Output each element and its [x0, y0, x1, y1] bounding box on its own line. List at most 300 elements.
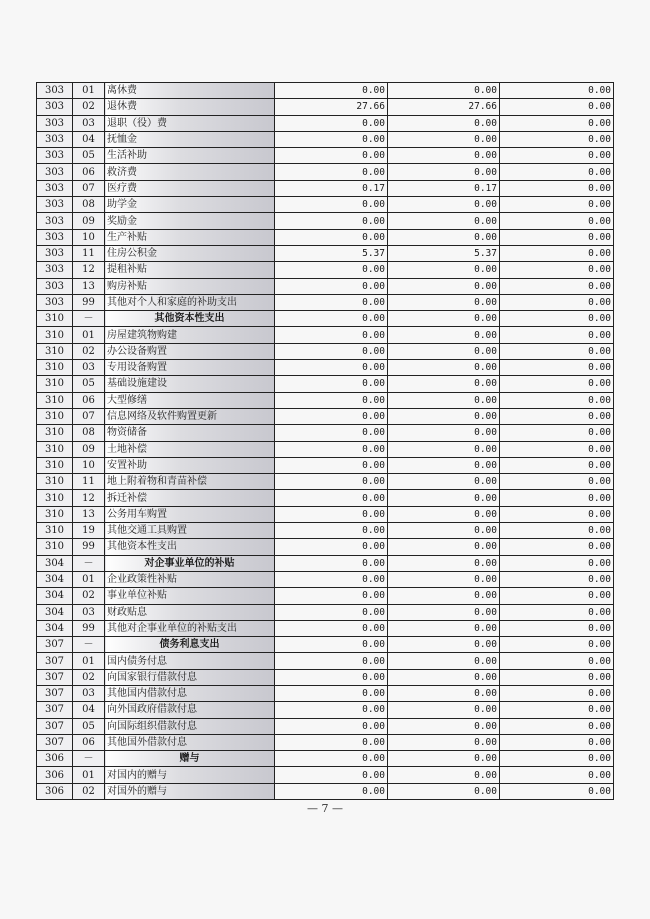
class-code-cell: 304 [37, 555, 73, 571]
amount-basic-cell: 0.00 [388, 213, 500, 229]
amount-project-cell: 0.00 [500, 294, 614, 310]
item-name-cell: 地上附着物和青苗补偿 [105, 474, 275, 490]
item-code-cell: 01 [73, 571, 105, 587]
amount-total-cell: 0.00 [275, 441, 388, 457]
class-code-cell: 310 [37, 523, 73, 539]
class-code-cell: 303 [37, 164, 73, 180]
table-row [37, 506, 614, 522]
item-code-cell: 01 [73, 83, 105, 99]
amount-total-cell: 0.00 [275, 229, 388, 245]
item-code-cell: 08 [73, 197, 105, 213]
amount-basic-cell: 0.00 [388, 767, 500, 783]
item-name-cell: 对国内的赠与 [105, 767, 275, 783]
table-row [37, 262, 614, 278]
item-name-cell: 公务用车购置 [105, 506, 275, 522]
amount-basic-cell: 0.00 [388, 327, 500, 343]
amount-basic-cell: 0.00 [388, 360, 500, 376]
class-code-cell: 310 [37, 360, 73, 376]
item-name-cell: 国内债务付息 [105, 653, 275, 669]
amount-basic-cell: 0.00 [388, 425, 500, 441]
amount-project-cell: 0.00 [500, 490, 614, 506]
class-code-cell: 310 [37, 425, 73, 441]
item-code-cell: 07 [73, 408, 105, 424]
item-name-cell: 其他对个人和家庭的补助支出 [105, 294, 275, 310]
item-code-cell: 12 [73, 262, 105, 278]
table-row [37, 392, 614, 408]
class-code-cell: 304 [37, 604, 73, 620]
amount-basic-cell: 0.00 [388, 637, 500, 653]
amount-basic-cell: 0.00 [388, 474, 500, 490]
item-name-cell: 奖励金 [105, 213, 275, 229]
amount-total-cell: 0.00 [275, 376, 388, 392]
item-name-cell: 其他国内借款付息 [105, 685, 275, 701]
item-code-cell: 01 [73, 653, 105, 669]
table-row [37, 539, 614, 555]
amount-total-cell: 0.00 [275, 311, 388, 327]
item-name-cell: 专用设备购置 [105, 360, 275, 376]
amount-total-cell: 0.00 [275, 343, 388, 359]
amount-basic-cell: 0.00 [388, 490, 500, 506]
table-row [37, 148, 614, 164]
table-row [37, 83, 614, 99]
amount-project-cell: 0.00 [500, 115, 614, 131]
item-name-cell: 生产补贴 [105, 229, 275, 245]
item-code-cell: 02 [73, 783, 105, 799]
amount-basic-cell: 0.00 [388, 751, 500, 767]
item-name-cell: 其他资本性支出 [105, 311, 275, 327]
item-name-cell: 向外国政府借款付息 [105, 702, 275, 718]
table-row [37, 734, 614, 750]
table-row [37, 523, 614, 539]
amount-project-cell: 0.00 [500, 343, 614, 359]
item-name-cell: 土地补偿 [105, 441, 275, 457]
item-code-cell: 10 [73, 457, 105, 473]
amount-basic-cell: 0.00 [388, 376, 500, 392]
item-code-cell: 99 [73, 294, 105, 310]
amount-project-cell: 0.00 [500, 783, 614, 799]
amount-basic-cell: 0.00 [388, 229, 500, 245]
amount-project-cell: 0.00 [500, 376, 614, 392]
class-code-cell: 303 [37, 278, 73, 294]
item-code-cell: － [73, 751, 105, 767]
item-code-cell: 09 [73, 441, 105, 457]
amount-project-cell: 0.00 [500, 180, 614, 196]
amount-basic-cell: 0.00 [388, 441, 500, 457]
class-code-cell: 303 [37, 180, 73, 196]
amount-project-cell: 0.00 [500, 506, 614, 522]
class-code-cell: 304 [37, 571, 73, 587]
class-code-cell: 303 [37, 294, 73, 310]
amount-project-cell: 0.00 [500, 718, 614, 734]
item-code-cell: 02 [73, 588, 105, 604]
amount-total-cell: 0.00 [275, 685, 388, 701]
item-code-cell: － [73, 637, 105, 653]
item-code-cell: 03 [73, 604, 105, 620]
amount-project-cell: 0.00 [500, 83, 614, 99]
amount-project-cell: 0.00 [500, 669, 614, 685]
amount-basic-cell: 0.00 [388, 620, 500, 636]
item-name-cell: 对国外的赠与 [105, 783, 275, 799]
amount-total-cell: 0.17 [275, 180, 388, 196]
class-code-cell: 310 [37, 506, 73, 522]
amount-total-cell: 0.00 [275, 148, 388, 164]
class-code-cell: 303 [37, 229, 73, 245]
amount-basic-cell: 5.37 [388, 245, 500, 261]
amount-project-cell: 0.00 [500, 197, 614, 213]
item-name-cell: 企业政策性补贴 [105, 571, 275, 587]
class-code-cell: 303 [37, 131, 73, 147]
amount-total-cell: 0.00 [275, 425, 388, 441]
amount-project-cell: 0.00 [500, 539, 614, 555]
item-code-cell: 01 [73, 767, 105, 783]
amount-project-cell: 0.00 [500, 392, 614, 408]
amount-basic-cell: 0.00 [388, 506, 500, 522]
amount-total-cell: 0.00 [275, 702, 388, 718]
amount-project-cell: 0.00 [500, 327, 614, 343]
amount-basic-cell: 27.66 [388, 99, 500, 115]
table-row [37, 99, 614, 115]
class-code-cell: 310 [37, 474, 73, 490]
item-code-cell: 99 [73, 620, 105, 636]
item-code-cell: 03 [73, 360, 105, 376]
item-code-cell: 07 [73, 180, 105, 196]
amount-project-cell: 0.00 [500, 262, 614, 278]
amount-total-cell: 0.00 [275, 620, 388, 636]
table-row [37, 311, 614, 327]
item-code-cell: 09 [73, 213, 105, 229]
amount-total-cell: 0.00 [275, 294, 388, 310]
amount-basic-cell: 0.00 [388, 653, 500, 669]
amount-total-cell: 0.00 [275, 360, 388, 376]
table-row [37, 180, 614, 196]
class-code-cell: 304 [37, 588, 73, 604]
item-name-cell: 信息网络及软件购置更新 [105, 408, 275, 424]
amount-total-cell: 0.00 [275, 718, 388, 734]
item-code-cell: 02 [73, 99, 105, 115]
amount-total-cell: 0.00 [275, 490, 388, 506]
page-number: — 7 — [307, 802, 343, 815]
table-row [37, 718, 614, 734]
amount-project-cell: 0.00 [500, 751, 614, 767]
amount-basic-cell: 0.00 [388, 392, 500, 408]
item-name-cell: 对企事业单位的补贴 [105, 555, 275, 571]
amount-basic-cell: 0.00 [388, 115, 500, 131]
table-row [37, 441, 614, 457]
amount-project-cell: 0.00 [500, 767, 614, 783]
class-code-cell: 310 [37, 539, 73, 555]
amount-total-cell: 0.00 [275, 637, 388, 653]
amount-project-cell: 0.00 [500, 734, 614, 750]
item-code-cell: 13 [73, 506, 105, 522]
item-name-cell: 提租补贴 [105, 262, 275, 278]
table-body [37, 83, 614, 800]
amount-total-cell: 5.37 [275, 245, 388, 261]
amount-total-cell: 0.00 [275, 197, 388, 213]
table-row [37, 343, 614, 359]
table-row [37, 555, 614, 571]
amount-basic-cell: 0.00 [388, 718, 500, 734]
amount-total-cell: 0.00 [275, 408, 388, 424]
amount-project-cell: 0.00 [500, 213, 614, 229]
table-row [37, 376, 614, 392]
item-name-cell: 办公设备购置 [105, 343, 275, 359]
table-row [37, 457, 614, 473]
amount-project-cell: 0.00 [500, 653, 614, 669]
item-name-cell: 基础设施建设 [105, 376, 275, 392]
item-name-cell: 向国家银行借款付息 [105, 669, 275, 685]
amount-basic-cell: 0.00 [388, 685, 500, 701]
amount-basic-cell: 0.00 [388, 588, 500, 604]
table-row [37, 637, 614, 653]
class-code-cell: 304 [37, 620, 73, 636]
class-code-cell: 310 [37, 327, 73, 343]
table-row [37, 490, 614, 506]
amount-project-cell: 0.00 [500, 588, 614, 604]
amount-total-cell: 0.00 [275, 734, 388, 750]
amount-basic-cell: 0.00 [388, 555, 500, 571]
item-code-cell: 05 [73, 376, 105, 392]
table-row [37, 588, 614, 604]
item-name-cell: 债务利息支出 [105, 637, 275, 653]
item-code-cell: 02 [73, 669, 105, 685]
amount-project-cell: 0.00 [500, 148, 614, 164]
amount-basic-cell: 0.00 [388, 131, 500, 147]
class-code-cell: 303 [37, 262, 73, 278]
amount-basic-cell: 0.00 [388, 669, 500, 685]
class-code-cell: 303 [37, 99, 73, 115]
class-code-cell: 307 [37, 653, 73, 669]
class-code-cell: 310 [37, 490, 73, 506]
amount-basic-cell: 0.00 [388, 294, 500, 310]
class-code-cell: 310 [37, 457, 73, 473]
table-row [37, 702, 614, 718]
item-code-cell: 08 [73, 425, 105, 441]
amount-total-cell: 0.00 [275, 653, 388, 669]
table-row [37, 767, 614, 783]
amount-basic-cell: 0.00 [388, 523, 500, 539]
table-row [37, 751, 614, 767]
amount-project-cell: 0.00 [500, 360, 614, 376]
amount-project-cell: 0.00 [500, 425, 614, 441]
amount-total-cell: 0.00 [275, 115, 388, 131]
amount-total-cell: 0.00 [275, 327, 388, 343]
amount-project-cell: 0.00 [500, 99, 614, 115]
item-name-cell: 物资储备 [105, 425, 275, 441]
item-code-cell: 01 [73, 327, 105, 343]
amount-basic-cell: 0.00 [388, 278, 500, 294]
item-code-cell: 04 [73, 131, 105, 147]
amount-total-cell: 0.00 [275, 751, 388, 767]
item-code-cell: 13 [73, 278, 105, 294]
item-name-cell: 其他对企事业单位的补贴支出 [105, 620, 275, 636]
table-row [37, 327, 614, 343]
amount-basic-cell: 0.00 [388, 148, 500, 164]
item-code-cell: － [73, 555, 105, 571]
item-code-cell: 10 [73, 229, 105, 245]
class-code-cell: 310 [37, 392, 73, 408]
amount-basic-cell: 0.00 [388, 571, 500, 587]
amount-total-cell: 0.00 [275, 669, 388, 685]
class-code-cell: 310 [37, 311, 73, 327]
amount-total-cell: 0.00 [275, 474, 388, 490]
table-row [37, 197, 614, 213]
table-row [37, 685, 614, 701]
table-row [37, 245, 614, 261]
table-row [37, 653, 614, 669]
table-row [37, 213, 614, 229]
item-code-cell: 05 [73, 718, 105, 734]
amount-project-cell: 0.00 [500, 571, 614, 587]
amount-basic-cell: 0.00 [388, 408, 500, 424]
amount-project-cell: 0.00 [500, 685, 614, 701]
item-name-cell: 事业单位补贴 [105, 588, 275, 604]
amount-basic-cell: 0.00 [388, 702, 500, 718]
amount-project-cell: 0.00 [500, 408, 614, 424]
table-row [37, 131, 614, 147]
amount-total-cell: 0.00 [275, 571, 388, 587]
table-row [37, 294, 614, 310]
amount-total-cell: 0.00 [275, 604, 388, 620]
table-row [37, 571, 614, 587]
amount-total-cell: 0.00 [275, 783, 388, 799]
amount-total-cell: 0.00 [275, 588, 388, 604]
table-row [37, 278, 614, 294]
item-name-cell: 退职（役）费 [105, 115, 275, 131]
item-code-cell: 06 [73, 392, 105, 408]
item-name-cell: 购房补贴 [105, 278, 275, 294]
table-row [37, 783, 614, 799]
amount-project-cell: 0.00 [500, 131, 614, 147]
class-code-cell: 307 [37, 669, 73, 685]
amount-project-cell: 0.00 [500, 457, 614, 473]
amount-basic-cell: 0.17 [388, 180, 500, 196]
amount-basic-cell: 0.00 [388, 262, 500, 278]
amount-project-cell: 0.00 [500, 311, 614, 327]
item-name-cell: 大型修缮 [105, 392, 275, 408]
class-code-cell: 307 [37, 637, 73, 653]
item-name-cell: 住房公积金 [105, 245, 275, 261]
amount-project-cell: 0.00 [500, 474, 614, 490]
class-code-cell: 310 [37, 343, 73, 359]
class-code-cell: 303 [37, 213, 73, 229]
item-code-cell: － [73, 311, 105, 327]
amount-total-cell: 0.00 [275, 131, 388, 147]
item-code-cell: 11 [73, 245, 105, 261]
class-code-cell: 307 [37, 718, 73, 734]
amount-project-cell: 0.00 [500, 164, 614, 180]
class-code-cell: 303 [37, 148, 73, 164]
item-name-cell: 其他资本性支出 [105, 539, 275, 555]
amount-project-cell: 0.00 [500, 604, 614, 620]
item-code-cell: 03 [73, 115, 105, 131]
item-name-cell: 其他国外借款付息 [105, 734, 275, 750]
item-name-cell: 其他交通工具购置 [105, 523, 275, 539]
table-row [37, 604, 614, 620]
amount-project-cell: 0.00 [500, 637, 614, 653]
class-code-cell: 306 [37, 751, 73, 767]
amount-total-cell: 0.00 [275, 539, 388, 555]
amount-project-cell: 0.00 [500, 523, 614, 539]
amount-basic-cell: 0.00 [388, 604, 500, 620]
amount-project-cell: 0.00 [500, 278, 614, 294]
class-code-cell: 303 [37, 245, 73, 261]
table-row [37, 408, 614, 424]
item-name-cell: 房屋建筑物购建 [105, 327, 275, 343]
item-code-cell: 19 [73, 523, 105, 539]
expenditure-table [36, 82, 614, 800]
item-code-cell: 03 [73, 685, 105, 701]
item-name-cell: 拆迁补偿 [105, 490, 275, 506]
table-row [37, 360, 614, 376]
amount-project-cell: 0.00 [500, 441, 614, 457]
item-code-cell: 02 [73, 343, 105, 359]
amount-project-cell: 0.00 [500, 620, 614, 636]
amount-basic-cell: 0.00 [388, 343, 500, 359]
amount-basic-cell: 0.00 [388, 734, 500, 750]
item-name-cell: 离休费 [105, 83, 275, 99]
class-code-cell: 303 [37, 115, 73, 131]
table-row [37, 669, 614, 685]
amount-project-cell: 0.00 [500, 702, 614, 718]
item-name-cell: 救济费 [105, 164, 275, 180]
item-code-cell: 04 [73, 702, 105, 718]
item-name-cell: 医疗费 [105, 180, 275, 196]
amount-basic-cell: 0.00 [388, 457, 500, 473]
amount-basic-cell: 0.00 [388, 83, 500, 99]
table-row [37, 425, 614, 441]
class-code-cell: 303 [37, 83, 73, 99]
amount-basic-cell: 0.00 [388, 197, 500, 213]
amount-total-cell: 0.00 [275, 506, 388, 522]
amount-total-cell: 0.00 [275, 213, 388, 229]
item-name-cell: 抚恤金 [105, 131, 275, 147]
amount-basic-cell: 0.00 [388, 539, 500, 555]
table-row [37, 229, 614, 245]
class-code-cell: 307 [37, 702, 73, 718]
amount-basic-cell: 0.00 [388, 164, 500, 180]
amount-total-cell: 0.00 [275, 555, 388, 571]
class-code-cell: 310 [37, 376, 73, 392]
amount-total-cell: 0.00 [275, 457, 388, 473]
amount-total-cell: 0.00 [275, 278, 388, 294]
item-code-cell: 06 [73, 734, 105, 750]
table-row [37, 164, 614, 180]
class-code-cell: 307 [37, 734, 73, 750]
item-name-cell: 生活补助 [105, 148, 275, 164]
class-code-cell: 306 [37, 767, 73, 783]
amount-total-cell: 0.00 [275, 83, 388, 99]
item-code-cell: 11 [73, 474, 105, 490]
class-code-cell: 303 [37, 197, 73, 213]
item-code-cell: 12 [73, 490, 105, 506]
item-code-cell: 06 [73, 164, 105, 180]
table-row [37, 620, 614, 636]
class-code-cell: 307 [37, 685, 73, 701]
class-code-cell: 310 [37, 408, 73, 424]
amount-project-cell: 0.00 [500, 555, 614, 571]
amount-project-cell: 0.00 [500, 245, 614, 261]
item-name-cell: 财政贴息 [105, 604, 275, 620]
amount-total-cell: 0.00 [275, 767, 388, 783]
amount-basic-cell: 0.00 [388, 311, 500, 327]
amount-total-cell: 27.66 [275, 99, 388, 115]
amount-total-cell: 0.00 [275, 262, 388, 278]
item-name-cell: 向国际组织借款付息 [105, 718, 275, 734]
amount-project-cell: 0.00 [500, 229, 614, 245]
item-code-cell: 99 [73, 539, 105, 555]
class-code-cell: 310 [37, 441, 73, 457]
amount-total-cell: 0.00 [275, 392, 388, 408]
